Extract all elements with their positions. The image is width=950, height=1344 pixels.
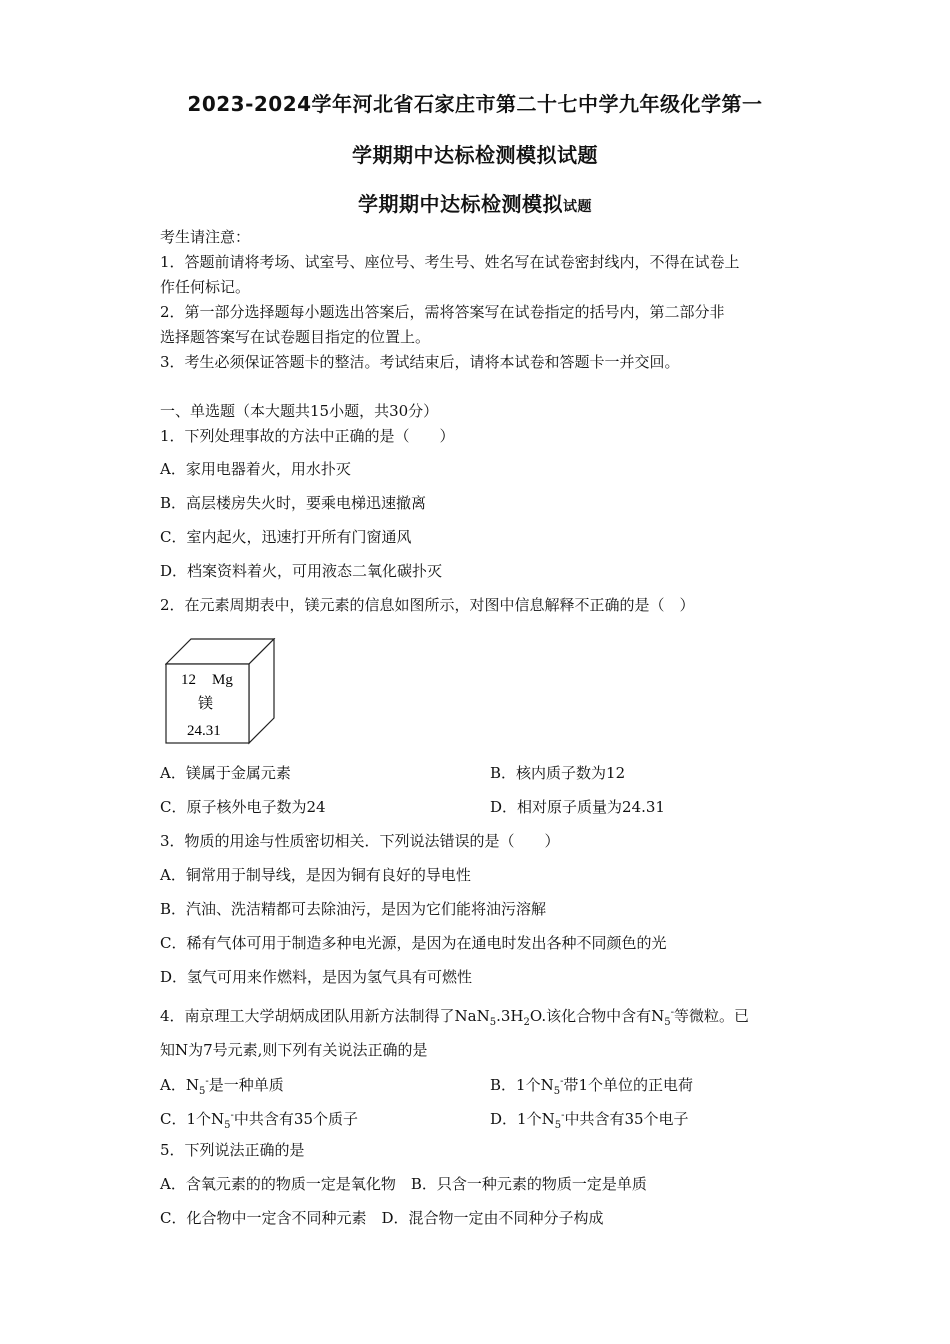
q4-option-d-pre: D．1个N xyxy=(490,1110,555,1128)
q1-option-b: B．高层楼房失火时，要乘电梯迅速撤离 xyxy=(160,494,427,512)
q5-stem: 5．下列说法正确的是 xyxy=(160,1141,305,1159)
q4-option-c-post: 中共含有35个质子 xyxy=(233,1110,359,1128)
q4-stem-sub: 2 xyxy=(523,1017,530,1028)
q1-option-c: C．室内起火，迅速打开所有门窗通风 xyxy=(160,528,412,546)
q4-stem-part: .3H xyxy=(496,1007,524,1025)
notice-item: 选择题答案写在试卷题目指定的位置上。 xyxy=(160,328,431,346)
element-number: 12 xyxy=(181,672,196,688)
q4-option-b xyxy=(490,1072,693,1102)
title-line-3-main: 学期期中达标检测模拟 xyxy=(358,192,563,216)
periodic-element-cube xyxy=(165,638,280,752)
q4-option-b-post: 带1个单位的正电荷 xyxy=(563,1076,694,1094)
q3-option-b: B．汽油、洗洁精都可去除油污，是因为它们能将油污溶解 xyxy=(160,900,547,918)
q4-option-a-pre: A．N xyxy=(160,1076,199,1094)
q4-sup: - xyxy=(205,1076,209,1087)
q4-option-d-post: 中共含有35个电子 xyxy=(564,1110,689,1128)
q4-stem-line-2: 知N为7号元素,则下列有关说法正确的是 xyxy=(160,1041,428,1059)
q4-option-a xyxy=(160,1072,284,1102)
q2-option-a: A．镁属于金属元素 xyxy=(160,764,291,782)
q4-sub: 5 xyxy=(553,1086,561,1097)
q1-stem: 1．下列处理事故的方法中正确的是（ ） xyxy=(160,427,455,445)
q4-stem-part: O.该化合物中含有N xyxy=(529,1007,665,1025)
q1-option-a: A．家用电器着火，用水扑灭 xyxy=(160,460,351,478)
q3-stem: 3．物质的用途与性质密切相关．下列说法错误的是（ ） xyxy=(160,832,560,850)
q4-stem-part: 等微粒。已 xyxy=(673,1007,749,1025)
q3-option-d: D．氢气可用来作燃料，是因为氢气具有可燃性 xyxy=(160,968,473,986)
q2-option-d: D．相对原子质量为24.31 xyxy=(490,798,665,816)
q4-option-c xyxy=(160,1106,358,1136)
notice-item: 3．考生必须保证答题卡的整洁。考试结束后，请将本试卷和答题卡一并交回。 xyxy=(160,353,680,371)
q4-stem-sup: - xyxy=(670,1007,674,1018)
section-heading: 一、单选题（本大题共15小题，共30分） xyxy=(160,402,439,420)
q4-sub: 5 xyxy=(224,1120,231,1131)
q5-options-ab: A．含氧元素的的物质一定是氧化物 B．只含一种元素的物质一定是单质 xyxy=(160,1175,647,1193)
element-name: 镁 xyxy=(198,696,214,712)
element-symbol: Mg xyxy=(212,672,233,688)
element-mass: 24.31 xyxy=(187,723,221,739)
q1-option-d: D．档案资料着火，可用液态二氧化碳扑灭 xyxy=(160,562,443,580)
q2-stem: 2．在元素周期表中，镁元素的信息如图所示，对图中信息解释不正确的是（ ） xyxy=(160,596,695,614)
q2-option-b: B．核内质子数为12 xyxy=(490,764,626,782)
q4-option-d xyxy=(490,1106,689,1136)
q4-option-b-pre: B．1个N xyxy=(490,1076,554,1094)
q3-option-c: C．稀有气体可用于制造多种电光源，是因为在通电时发出各种不同颜色的光 xyxy=(160,934,667,952)
q4-stem-line-1 xyxy=(160,1003,749,1033)
title-line-1: 2023-2024学年河北省石家庄市第二十七中学九年级化学第一 xyxy=(187,92,763,116)
notice-item: 1．答题前请将考场、试室号、座位号、考生号、姓名写在试卷密封线内，不得在试卷上 xyxy=(160,253,740,271)
q4-stem-sub: 5 xyxy=(664,1017,671,1028)
q4-sup: - xyxy=(230,1110,234,1121)
q4-option-a-post: 是一种单质 xyxy=(208,1076,284,1094)
q4-sub: 5 xyxy=(554,1120,562,1131)
notice-item: 2．第一部分选择题每小题选出答案后，需将答案写在试卷指定的括号内，第二部分非 xyxy=(160,303,725,321)
q4-stem-sub: 5 xyxy=(489,1017,497,1028)
title-line-3 xyxy=(0,188,950,217)
notice-item: 作任何标记。 xyxy=(160,278,251,296)
q5-options-cd: C．化合物中一定含不同种元素 D．混合物一定由不同种分子构成 xyxy=(160,1209,604,1227)
q3-option-a: A．铜常用于制导线，是因为铜有良好的导电性 xyxy=(160,866,471,884)
q4-sub: 5 xyxy=(198,1086,206,1097)
q2-option-c: C．原子核外电子数为24 xyxy=(160,798,326,816)
q4-sup: - xyxy=(561,1110,565,1121)
title-line-2: 学期期中达标检测模拟试题 xyxy=(352,143,598,167)
q4-stem-part: 4．南京理工大学胡炳成团队用新方法制得了NaN xyxy=(160,1007,490,1025)
q4-option-c-pre: C．1个N xyxy=(160,1110,225,1128)
notice-heading: 考生请注意： xyxy=(160,228,251,246)
q4-sup: - xyxy=(560,1076,564,1087)
title-line-3-small: 试题 xyxy=(563,199,592,215)
